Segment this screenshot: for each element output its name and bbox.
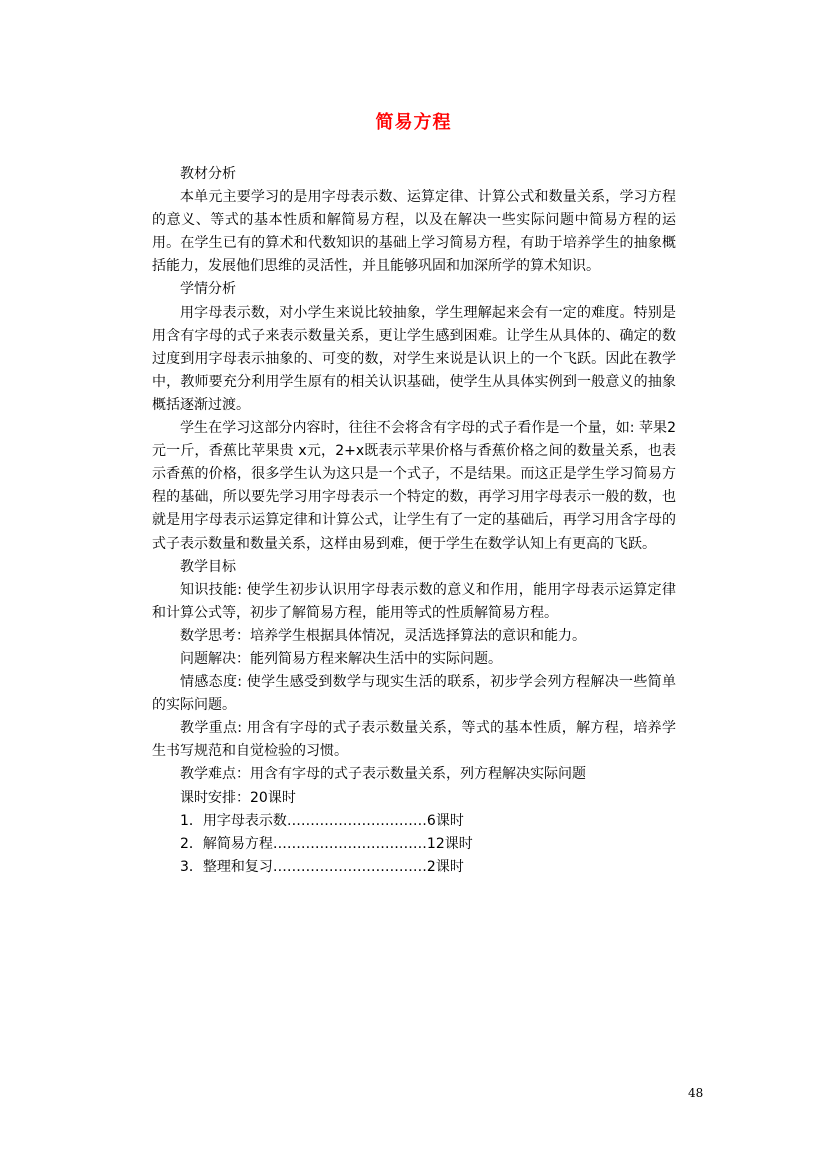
document-title: 简易方程 (375, 112, 452, 133)
paragraph-difficult-points: 教学难点：用含有字母的式子表示数量关系，列方程解决实际问题 (180, 766, 586, 783)
section-heading-student-analysis: 学情分析 (180, 281, 236, 298)
paragraph-textbook-analysis: 本单元主要学习的是用字母表示数、运算定律、计算公式和数量关系，学习方程的意义、等式的基本性质和解简易方程，以及在解决一些实际问题中简易方程的运用。在学生已有的算术和代数知识的基础上学习简易方程，有助于培养学生的抽象概括能力，发展他们思维的灵活性，并且能够巩固和加深所学的算术知识。 (152, 189, 676, 275)
paragraph-lesson-schedule: 课时安排：20课时 (180, 789, 296, 806)
schedule-item-3: 3．整理和复习……………………………2课时 (180, 858, 464, 875)
paragraph-goal-math-thinking: 数学思考：培养学生根据具体情况，灵活选择算法的意识和能力。 (180, 627, 586, 644)
paragraph-goal-knowledge-skills: 知识技能: 使学生初步认识用字母表示数的意义和作用，能用字母表示运算定律和计算公式等，初步了解简易方程，能用等式的性质解简易方程。 (152, 581, 676, 621)
paragraph-student-analysis-1: 用字母表示数，对小学生来说比较抽象，学生理解起来会有一定的难度。特别是用含有字母的式子来表示数量关系，更让学生感到困难。让学生从具体的、确定的数过度到用字母表示抽象的、可变的数，对学生来说是认识上的一个飞跃。因此在教学中，教师要充分利用学生原有的相关认识基础，使学生从具体实例到一般意义的抽象概括逐渐过渡。 (152, 304, 676, 413)
page-number: 48 (688, 1086, 704, 1100)
schedule-item-2: 2．解简易方程……………………………12课时 (180, 835, 473, 852)
document-body (152, 163, 676, 879)
paragraph-goal-attitude: 情感态度: 使学生感受到数学与现实生活的联系，初步学会列方程解决一些简单的实际问题。 (152, 674, 676, 714)
section-heading-textbook-analysis: 教材分析 (180, 166, 236, 182)
paragraph-goal-problem-solving: 问题解决：能列简易方程来解决生活中的实际问题。 (180, 650, 502, 667)
section-heading-teaching-goals: 教学目标 (180, 558, 236, 575)
paragraph-key-points: 教学重点: 用含有字母的式子表示数量关系，等式的基本性质，解方程，培养学生书写规范和自觉检验的习惯。 (152, 720, 676, 760)
paragraph-student-analysis-2: 学生在学习这部分内容时，往往不会将含有字母的式子看作是一个量，如: 苹果2元一斤，香蕉比苹果贵 x元，2+x既表示苹果价格与香蕉价格之间的数量关系，也表示香蕉的价格，很多学生认为这只是一个式子，不是结果。而这正是学生学习简易方程的基础，所以要先学习用字母表示一个特定的数，再学习用字母表示一般的数，也就是用字母表示运算定律和计算公式，让学生有了一定的基础后，再学习用含字母的式子表示数量和数量关系，这样由易到难，便于学生在数学认知上有更高的飞跃。 (152, 420, 676, 552)
schedule-item-1: 1．用字母表示数…………………………6课时 (180, 812, 464, 829)
